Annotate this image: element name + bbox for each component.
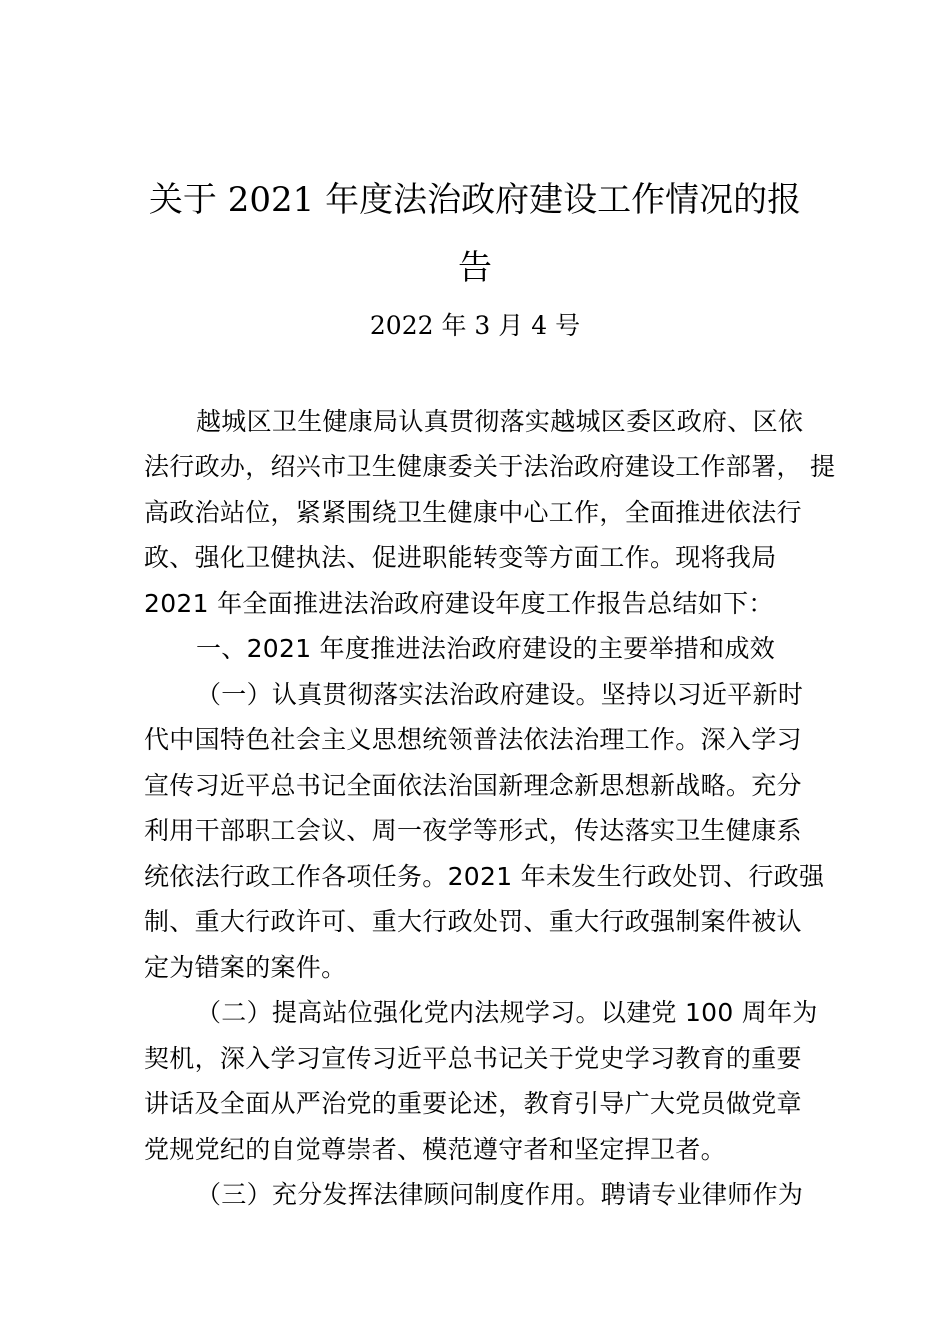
document-title-line-2: 告: [458, 248, 492, 288]
paragraph-line: （二）提高站位强化党内法规学习。以建党 100 周年为: [196, 998, 818, 1027]
paragraph-line: （三）充分发挥法律顾问制度作用。聘请专业律师作为: [196, 1180, 804, 1209]
paragraph-line: 统依法行政工作各项任务。2021 年未发生行政处罚、行政强: [144, 862, 825, 891]
document-title-line-1: 关于 2021 年度法治政府建设工作情况的报: [148, 180, 802, 220]
paragraph-line: 宣传习近平总书记全面依法治国新理念新思想新战略。充分: [144, 771, 802, 800]
paragraph-line: 高政治站位，紧紧围绕卫生健康中心工作，全面推进依法行: [144, 498, 802, 527]
paragraph-line: 利用干部职工会议、周一夜学等形式，传达落实卫生健康系: [144, 816, 802, 845]
paragraph-line: 代中国特色社会主义思想统领普法依法治理工作。深入学习: [144, 725, 802, 754]
paragraph-line: 讲话及全面从严治党的重要论述，教育引导广大党员做党章: [144, 1089, 802, 1118]
paragraph-line: 契机，深入学习宣传习近平总书记关于党史学习教育的重要: [144, 1044, 802, 1073]
paragraph-line: 政、强化卫健执法、促进职能转变等方面工作。现将我局: [144, 543, 777, 572]
paragraph-line: 越城区卫生健康局认真贯彻落实越城区委区政府、区依: [196, 407, 804, 436]
paragraph-line: 党规党纪的自觉尊崇者、模范遵守者和坚定捍卫者。: [144, 1135, 726, 1164]
document-date: 2022 年 3 月 4 号: [369, 311, 581, 340]
paragraph-line: 制、重大行政许可、重大行政处罚、重大行政强制案件被认: [144, 907, 802, 936]
paragraph-line: 2021 年全面推进法治政府建设年度工作报告总结如下：: [144, 589, 774, 618]
paragraph-line: 定为错案的案件。: [144, 953, 347, 982]
section-heading: 一、2021 年度推进法治政府建设的主要举措和成效: [196, 634, 776, 663]
paragraph-line: （一）认真贯彻落实法治政府建设。坚持以习近平新时: [196, 680, 804, 709]
paragraph-line: 法行政办，绍兴市卫生健康委关于法治政府建设工作部署， 提: [144, 452, 836, 481]
